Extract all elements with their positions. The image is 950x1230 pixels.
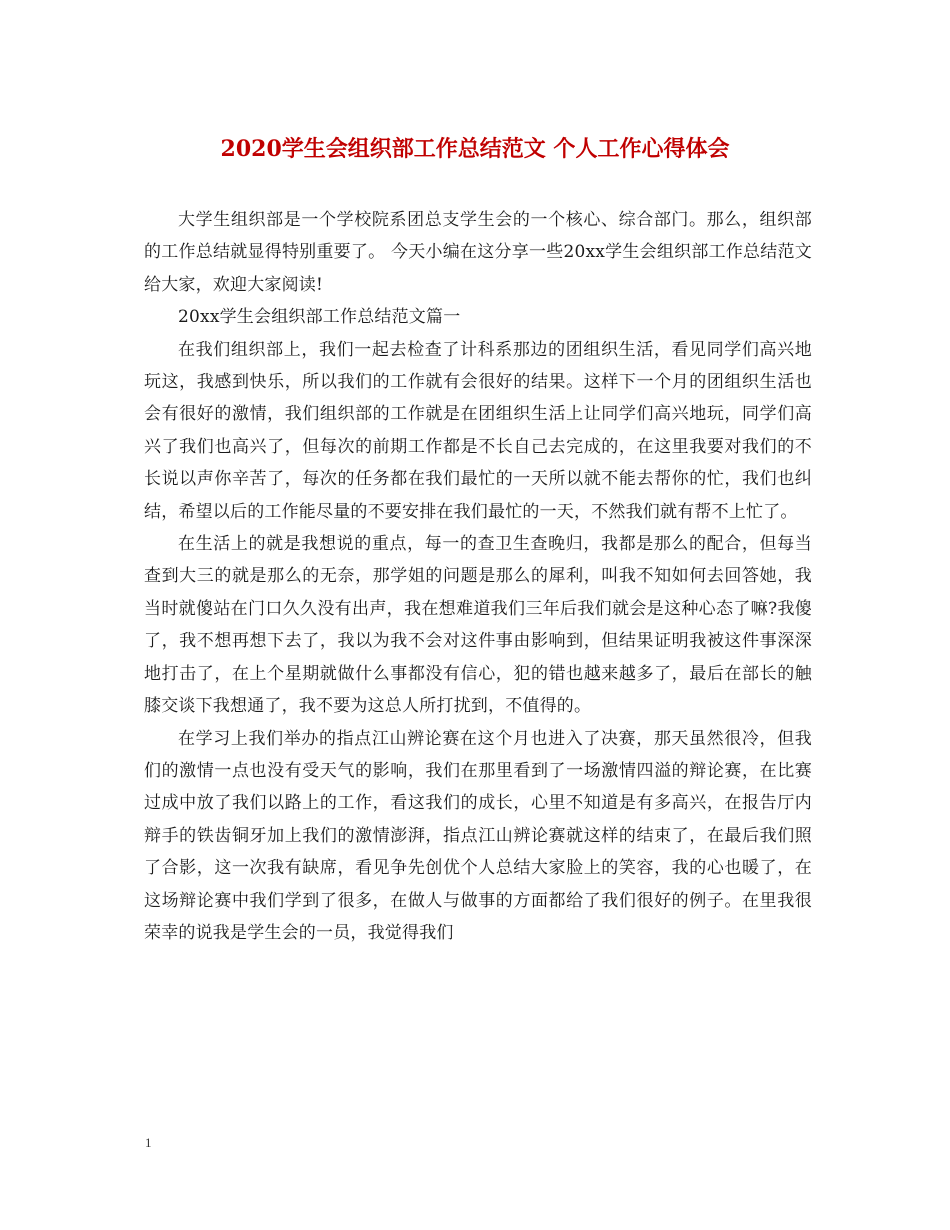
section-heading: 20xx学生会组织部工作总结范文篇一 — [178, 307, 461, 328]
document-title: 2020学生会组织部工作总结范文 个人工作心得体会 — [220, 136, 730, 162]
paragraph-intro: 大学生组织部是一个学校院系团总支学生会的一个核心、综合部门。那么，组织部的工作总结就显得特别重要了。 今天小编在这分享一些20xx学生会组织部工作总结范文给大家，欢迎大家阅读! — [144, 210, 812, 295]
paragraph-life: 在生活上的就是我想说的重点，每一的查卫生查晚归，我都是那么的配合，但每当查到大三的就是那么的无奈，那学姐的问题是那么的犀利，叫我不知如何去回答她，我当时就傻站在门口久久没有出声，我在想难道我们三年后我们就会是这种心态了嘛?我傻了，我不想再想下去了，我以为我不会对这件事由影响到，但结果证明我被这件事深深地打击了，在上个星期就做什么事都没有信心，犯的错也越来越多了，最后在部长的触膝交谈下我想通了，我不要为这总人所打扰到，不值得的。 — [144, 534, 812, 717]
paragraph-study: 在学习上我们举办的指点江山辨论赛在这个月也进入了决赛，那天虽然很冷，但我们的激情一点也没有受天气的影响，我们在那里看到了一场激情四溢的辩论赛，在比赛过成中放了我们以路上的工作，看这我们的成长，心里不知道是有多高兴，在报告厅内辩手的铁齿铜牙加上我们的激情澎湃，指点江山辨论赛就这样的结束了，在最后我们照了合影，这一次我有缺席，看见争先创优个人总结大家脸上的笑容，我的心也暖了，在这场辩论赛中我们学到了很多，在做人与做事的方面都给了我们很好的例子。在里我很荣幸的说我是学生会的一员，我觉得我们 — [144, 728, 812, 943]
document-body — [144, 204, 812, 949]
paragraph-organization-work: 在我们组织部上，我们一起去检查了计科系那边的团组织生活，看见同学们高兴地玩这，我感到快乐，所以我们的工作就有会很好的结果。这样下一个月的团组织生活也会有很好的激情，我们组织部的工作就是在团组织生活上让同学们高兴地玩，同学们高兴了我们也高兴了，但每次的前期工作都是不长自己去完成的，在这里我要对我们的不长说以声你辛苦了，每次的任务都在我们最忙的一天所以就不能去帮你的忙，我们也纠结，希望以后的工作能尽量的不要安排在我们最忙的一天，不然我们就有帮不上忙了。 — [144, 339, 812, 522]
page-number: 1 — [145, 1135, 152, 1150]
